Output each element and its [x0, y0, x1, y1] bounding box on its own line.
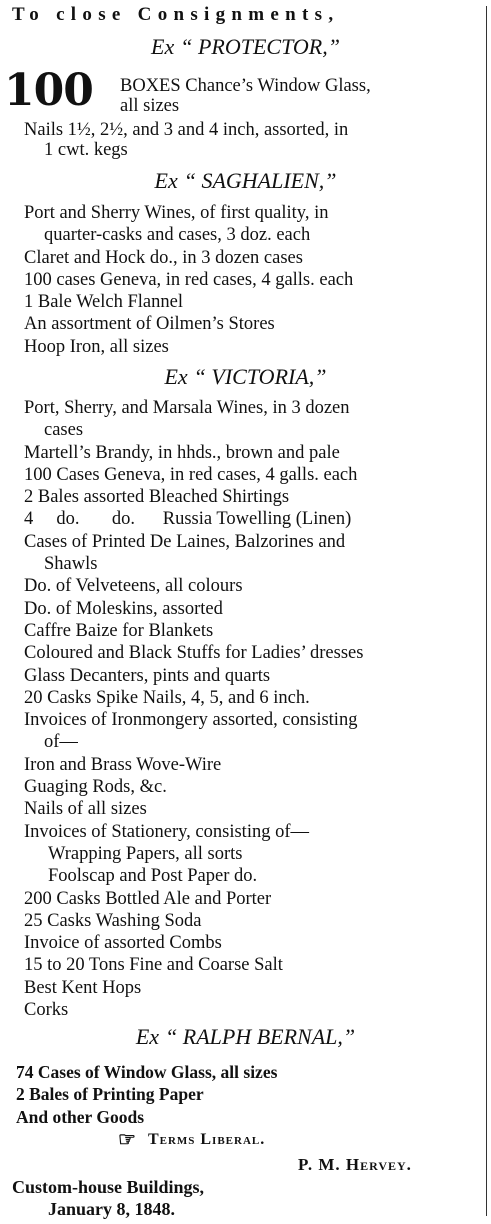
item-line: 100 Cases Geneva, in red cases, 4 galls. each [24, 464, 358, 485]
pointing-hand-icon: ☞ [118, 1129, 136, 1151]
item-line: Iron and Brass Wove-Wire [24, 754, 222, 775]
header-title: To close Consignments, [12, 4, 340, 25]
ex-label: Ex [151, 34, 175, 59]
item-line: Glass Decanters, pints and quarts [24, 665, 271, 686]
date-line: January 8, 1848. [48, 1199, 176, 1219]
item-line: cases [44, 420, 84, 441]
item-line: Nails 1½, 2½, and 3 and 4 inch, assorted, in [24, 120, 349, 140]
boxes-item [120, 76, 488, 116]
item-line: Nails of all sizes [24, 799, 147, 820]
item-line: And other Goods [16, 1106, 145, 1127]
item-line: Port, Sherry, and Marsala Wines, in 3 dozen [24, 398, 350, 418]
item-line: Wrapping Papers, all sorts [48, 843, 243, 864]
ship-name: “ PROTECTOR,” [180, 34, 340, 59]
terms-line [118, 1127, 265, 1152]
item-line: Invoice of assorted Combs [24, 933, 222, 954]
ex-label: Ex [135, 1024, 160, 1049]
ex-label: Ex [154, 168, 178, 193]
item-line: 2 Bales assorted Bleached Shirtings [24, 487, 290, 508]
item-line: 20 Casks Spike Nails, 4, 5, and 6 inch. [24, 687, 310, 708]
item-line: Foolscap and Post Paper do. [48, 866, 258, 887]
item-line: Martell’s Brandy, in hhds., brown and pale [24, 442, 340, 463]
item-line: Shawls [44, 554, 98, 575]
address-block [12, 1176, 204, 1220]
item-line: 1 cwt. kegs [44, 140, 128, 160]
ship-heading-ralph-bernal [0, 1024, 491, 1050]
item-line: quarter-casks and cases, 3 doz. each [44, 225, 311, 246]
item-line: 4 do. do. Russia Towelling (Linen) [24, 509, 352, 530]
ship-heading-protector [0, 34, 491, 60]
nails-item [24, 120, 488, 160]
big-number: 100 [4, 65, 93, 116]
victoria-items [24, 397, 488, 1021]
signature: P. M. Hervey. [298, 1155, 412, 1174]
item-line: Corks [24, 1000, 69, 1021]
item-line: Invoices of Stationery, consisting of— [24, 821, 309, 842]
item-line: Invoices of Ironmongery assorted, consisting [24, 710, 358, 731]
item-line: 100 cases Geneva, in red cases, 4 galls. each [24, 269, 354, 290]
address-line: Custom-house Buildings, [12, 1177, 205, 1197]
item-line: Best Kent Hops [24, 977, 142, 998]
ship-heading-saghalien [0, 168, 491, 194]
item-line: all sizes [120, 96, 180, 116]
saghalien-items [24, 202, 488, 358]
item-line: Do. of Velveteens, all colours [24, 576, 243, 597]
ship-name: “ VICTORIA,” [193, 364, 327, 389]
ship-name: “ RALPH BERNAL,” [165, 1024, 356, 1049]
item-line: An assortment of Oilmen’s Stores [24, 314, 275, 335]
item-line: of— [44, 732, 78, 753]
item-line: 1 Bale Welch Flannel [24, 292, 183, 313]
item-line: BOXES Chance’s Window Glass, [120, 76, 371, 96]
item-line: 2 Bales of Printing Paper [16, 1084, 204, 1105]
ralph-bernal-items [16, 1061, 480, 1128]
item-line: Claret and Hock do., in 3 dozen cases [24, 247, 303, 268]
item-line: 200 Casks Bottled Ale and Porter [24, 888, 272, 909]
ship-heading-victoria [0, 364, 491, 390]
item-line: Cases of Printed De Laines, Balzorines and [24, 531, 346, 552]
item-line: 25 Casks Washing Soda [24, 910, 202, 931]
item-line: 74 Cases of Window Glass, all sizes [16, 1062, 278, 1082]
item-line: Hoop Iron, all sizes [24, 336, 169, 357]
item-line: Do. of Moleskins, assorted [24, 598, 223, 619]
item-line: Coloured and Black Stuffs for Ladies’ dresses [24, 643, 364, 664]
ship-name: “ SAGHALIEN,” [183, 168, 337, 193]
item-line: 15 to 20 Tons Fine and Coarse Salt [24, 955, 283, 976]
terms-text: Terms Liberal. [147, 1131, 266, 1148]
item-line: Guaging Rods, &c. [24, 777, 167, 798]
ex-label: Ex [164, 364, 188, 389]
item-line: Port and Sherry Wines, of first quality, in [24, 203, 329, 223]
item-line: Caffre Baize for Blankets [24, 620, 214, 641]
